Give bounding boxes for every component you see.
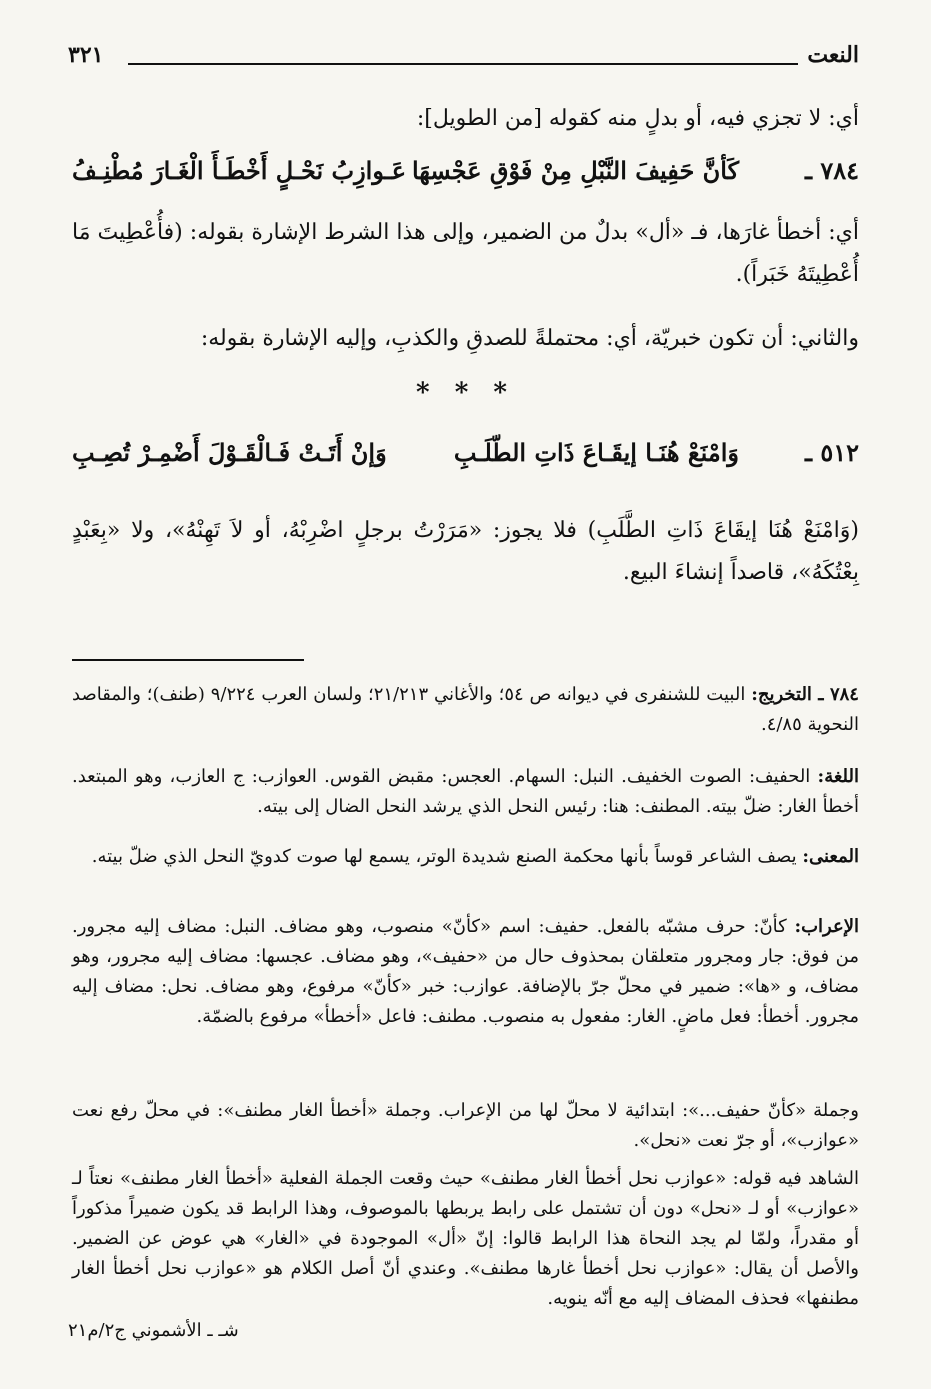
footnote-jumla: وجملة «كأنّ حفيف...»: ابتدائية لا محلّ لها من الإعراب. وجملة «أخطأ الغار مطنف»: في محلّ رفع نعت «عوازب»، أو جرّ نعت «نحل».: [72, 1100, 859, 1151]
footnote-irab: [72, 912, 859, 1032]
footnote-lugha: [72, 762, 859, 822]
verse-512: [72, 438, 859, 482]
footnote-text: كأنّ: حرف مشبّه بالفعل. حفيف: اسم «كأنّ» منصوب، وهو مضاف. النبل: مضاف إليه مجرور. من فوق: جار ومجرور متعلقان بمحذوف حال من «حفيف»، وهو مضاف. عجسها: مضاف إليه مجرور، وهو مضاف، و «ها»: ضمير في محلّ جرّ بالإضافة. عوازب: خبر «كأنّ» مرفوع، وهو مضاف. نحل: مضاف إليه مجرور. أخطأ: فعل ماضٍ. الغار: مفعول به منصوب. مطنف: فاعل «أخطأ» مرفوع بالضمّة.: [72, 916, 859, 1027]
section-separator: * * *: [416, 378, 515, 408]
verse-784: [72, 156, 859, 200]
verse-hemistich-first: وَامْنَعْ هُنَـا إيقَـاعَ ذَاتِ الطّلَـبِ: [453, 438, 739, 467]
footnote-label: اللغة:: [817, 766, 859, 787]
footnote-text: الحفيف: الصوت الخفيف. النبل: السهام. العجس: مقبض القوس. العوازب: ج العازب، وهو المبتعد. أخطأ الغار: ضلّ بيته. المطنف: هنا: رئيس النحل الذي يرشد النحل الضال إلى بيته.: [72, 766, 859, 817]
verse-number: ٧٨٤ ـ: [804, 156, 859, 185]
footnote-label: ٧٨٤ ـ التخريج:: [751, 684, 859, 705]
signature-line: شـ ـ الأشموني ج٢/م٢١: [68, 1320, 239, 1341]
verse-hemistich-second: وَإنْ أَتَـتْ فَـالْقَـوْلَ أَضْمِـرْ تُصِـبِ: [72, 438, 387, 467]
footnote-takhrij: [72, 680, 859, 740]
verse-hemistich-second: عَـوازِبُ نَحْـلٍ أَخْطَـأَ الْغَـارَ مُطْنِـفُ: [72, 156, 407, 185]
header-rule: [128, 63, 798, 65]
verse-number: ٥١٢ ـ: [804, 438, 859, 467]
page-number: ٣٢١: [68, 42, 104, 68]
paragraph-2: أي: أخطأ غارَها، فـ «أل» بدلٌ من الضمير، وإلى هذا الشرط الإشارة بقوله: (فأُعْطِيتَ مَا أُعْطِيتَهُ خَبَراً).: [72, 220, 859, 287]
footnote-shahid: الشاهد فيه قوله: «عوازب نحل أخطأ الغار مطنف» حيث وقعت الجملة الفعلية «أخطأ الغار مطنف» نعتاً لـ «عوازب» أو لـ «نحل» دون أن تشتمل على رابط يربطها بالموصوف، وهذا الرابط قد يكون ضميراً مذكوراً أو مقدراً، ولمّا لم يجد النحاة هذا الرابط قالوا: إنّ «أل» الموجودة في «الغار» هي عوض عن الضمير. والأصل أن يقال: «عوازب نحل أخطأ غارها مطنف». وعندي أنّ أصل الكلام هو «عوازب نحل أخطأ الغار مطنفها» فحذف المضاف إليه مع أنّه ينويه.: [72, 1168, 859, 1309]
running-header-title: النعت: [807, 42, 859, 68]
footnote-mana: [72, 842, 859, 872]
footnote-text: يصف الشاعر قوساً بأنها محكمة الصنع شديدة الوتر، يسمع لها صوت كدويّ النحل الذي ضلّ بيته.: [91, 846, 797, 867]
footnote-rule: [72, 659, 304, 661]
paragraph-1: أي: لا تجزي فيه، أو بدلٍ منه كقوله [من الطويل]:: [416, 106, 859, 131]
footnote-label: الإعراب:: [794, 916, 859, 937]
footnote-label: المعنى:: [802, 846, 859, 867]
paragraph-3: والثاني: أن تكون خبريّة، أي: محتملةً للصدقِ والكذبِ، وإليه الإشارة بقوله:: [200, 326, 859, 351]
footnote-text: البيت للشنفرى في ديوانه ص ٥٤؛ والأغاني ٢١/٢١٣؛ ولسان العرب ٩/٢٢٤ (طنف)؛ والمقاصد النحوية ٤/٨٥.: [72, 684, 859, 735]
paragraph-4: (وَامْنَعْ هُنَا إيقَاعَ ذَاتِ الطَّلَبِ) فلا يجوز: «مَرَرْتُ برجلٍ اضْرِبْهُ، أو لاَ تَهِنْهُ»، ولا «بِعَبْدٍ بِعْتُكَهُ»، قاصداً إنشاءَ البيع.: [72, 518, 859, 585]
verse-hemistich-first: كَأنَّ حَفِيفَ النَّبْلِ مِنْ فَوْقِ عَجْسِهَا: [411, 156, 739, 185]
